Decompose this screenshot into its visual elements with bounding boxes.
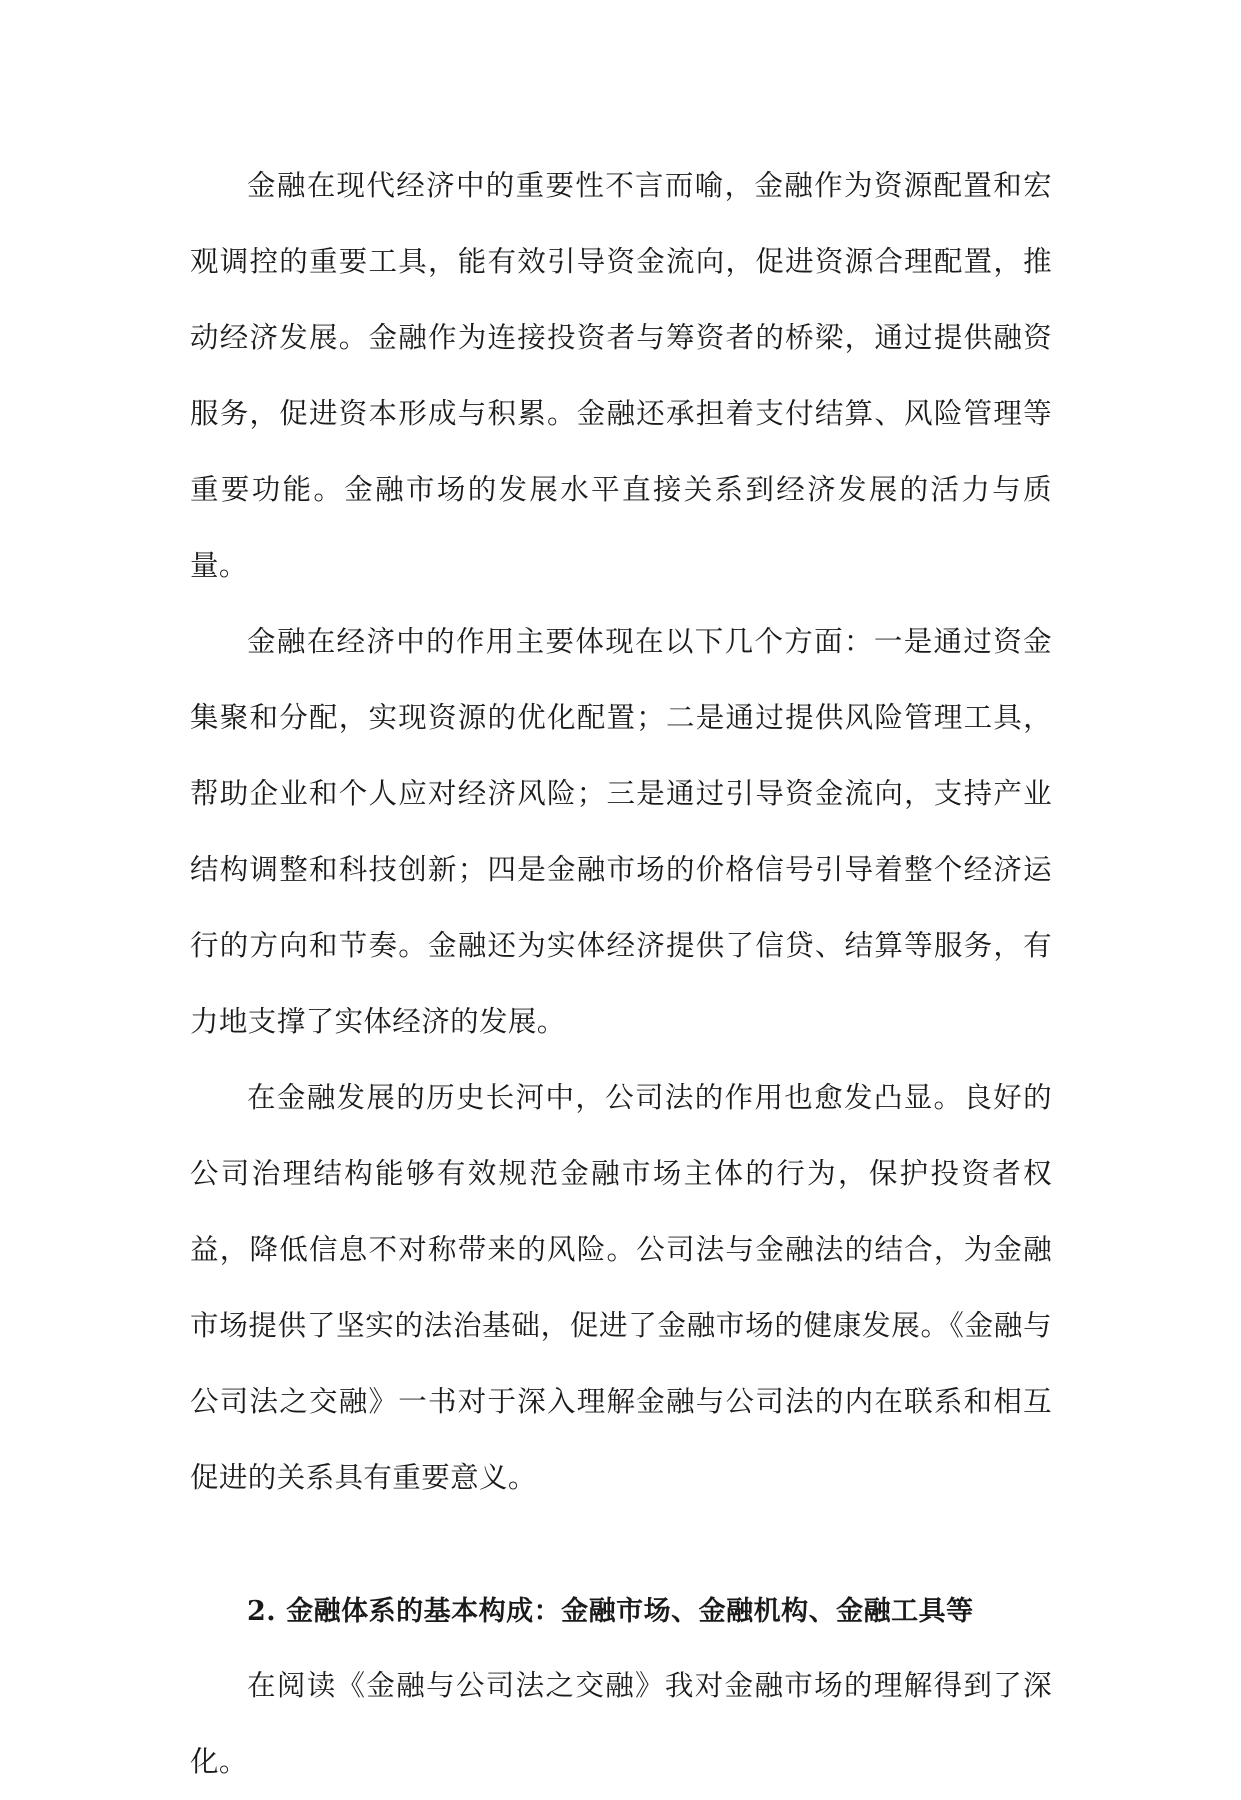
section-number: 2. [247, 1596, 277, 1627]
paragraph-reading-note: 在阅读《金融与公司法之交融》我对金融市场的理解得到了深化。 [190, 1669, 1052, 1778]
section-heading [190, 1582, 1052, 1642]
paragraph-finance-importance: 金融在现代经济中的重要性不言而喻，金融作为资源配置和宏观调控的重要工具，能有效引导资金流向，促进资源合理配置，推动经济发展。金融作为连接投资者与筹资者的桥梁，通过提供融资服务，促进资本形成与积累。金融还承担着支付结算、风险管理等重要功能。金融市场的发展水平直接关系到经济发展的活力与质量。 [190, 169, 1052, 582]
section-title: 金融体系的基本构成：金融市场、金融机构、金融工具等 [286, 1596, 974, 1627]
document-body [190, 148, 1052, 1800]
paragraph-finance-role: 金融在经济中的作用主要体现在以下几个方面：一是通过资金集聚和分配，实现资源的优化配置；二是通过提供风险管理工具，帮助企业和个人应对经济风险；三是通过引导资金流向，支持产业结构调整和科技创新；四是金融市场的价格信号引导着整个经济运行的方向和节奏。金融还为实体经济提供了信贷、结算等服务，有力地支撑了实体经济的发展。 [190, 625, 1052, 1038]
paragraph-company-law: 在金融发展的历史长河中，公司法的作用也愈发凸显。良好的公司治理结构能够有效规范金融市场主体的行为，保护投资者权益，降低信息不对称带来的风险。公司法与金融法的结合，为金融市场提供了坚实的法治基础，促进了金融市场的健康发展。《金融与公司法之交融》一书对于深入理解金融与公司法的内在联系和相互促进的关系具有重要意义。 [190, 1081, 1052, 1494]
